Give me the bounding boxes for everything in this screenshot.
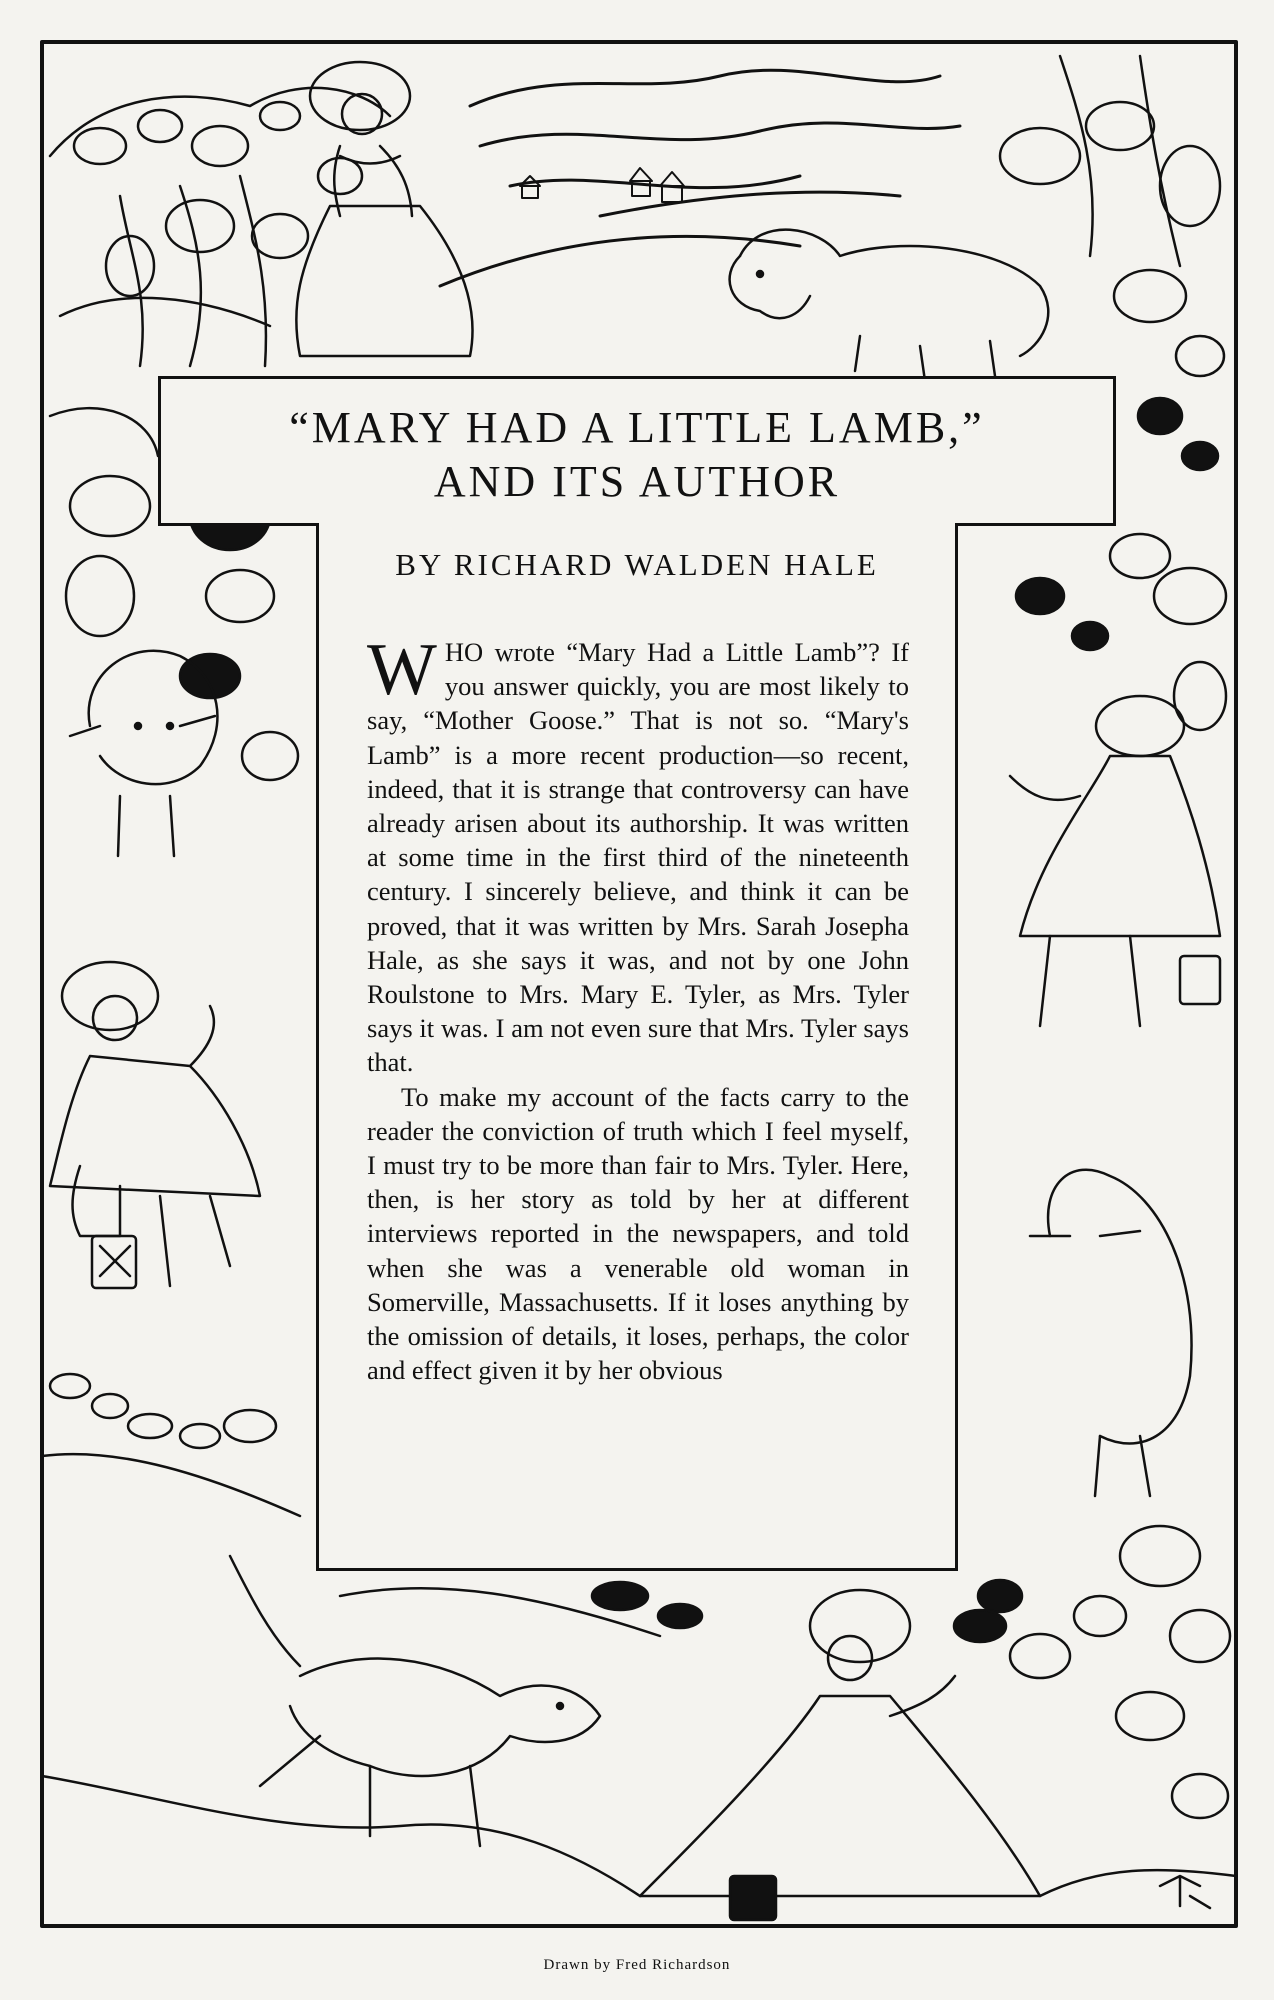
illustration-credit: Drawn by Fred Richardson	[543, 1957, 731, 1973]
text-panel	[316, 523, 958, 1571]
top-left-foliage	[50, 88, 390, 366]
lamb-figure-top	[730, 230, 1049, 381]
lamb-figure-right	[1030, 1170, 1192, 1496]
drop-cap: W	[367, 629, 437, 711]
right-bushes	[978, 1526, 1230, 1818]
paragraph-text: HO wrote “Mary Had a Little Lamb”? If you answer quickly, you are most likely to say, “Mother Goose.” That is not so. “Mary's Lamb” is a more recent production—so recent, indeed, that it is strange that controversy can have already arisen about its authorship. It was written at some time in the first third of the nineteenth century. I sincerely believe, and think it can be proved, that it was written by Mrs. Sarah Josepha Hale, as she says it was, and not by one John Roulstone to Mrs. Mary E. Tyler, as Mrs. Tyler says it was. I am not even sure that Mrs. Tyler says that.	[367, 637, 909, 1078]
lamb-figure-bottom	[230, 1556, 600, 1846]
mary-figure-right	[1010, 696, 1220, 1026]
right-foliage	[1016, 534, 1226, 730]
article-title-line-2: AND ITS AUTHOR	[433, 457, 841, 506]
article-title-line-1: “MARY HAD A LITTLE LAMB,”	[289, 403, 985, 452]
article-paragraph: To make my account of the facts carry to the reader the conviction of truth which I feel myself, I must try to be more than fair to Mrs. Tyler. Here, then, is her story as told by her at different interviews reported in the newspapers, and told when she was a venerable old woman in Somerville, Massachusetts. If it loses anything by the omission of details, it loses, perhaps, the color and effect given it by her obvious	[367, 1081, 909, 1386]
left-path-stones	[42, 1374, 300, 1516]
mary-figure-top	[296, 62, 472, 356]
title-panel	[158, 376, 1116, 526]
distant-hills	[470, 70, 940, 106]
artist-monogram-icon	[1160, 1876, 1210, 1908]
mary-figure-left	[50, 962, 260, 1288]
byline: BY RICHARD WALDEN HALE	[395, 547, 879, 582]
article-body	[367, 629, 909, 1387]
article-paragraph	[367, 629, 909, 1080]
bottom-ground	[42, 1582, 1236, 1896]
